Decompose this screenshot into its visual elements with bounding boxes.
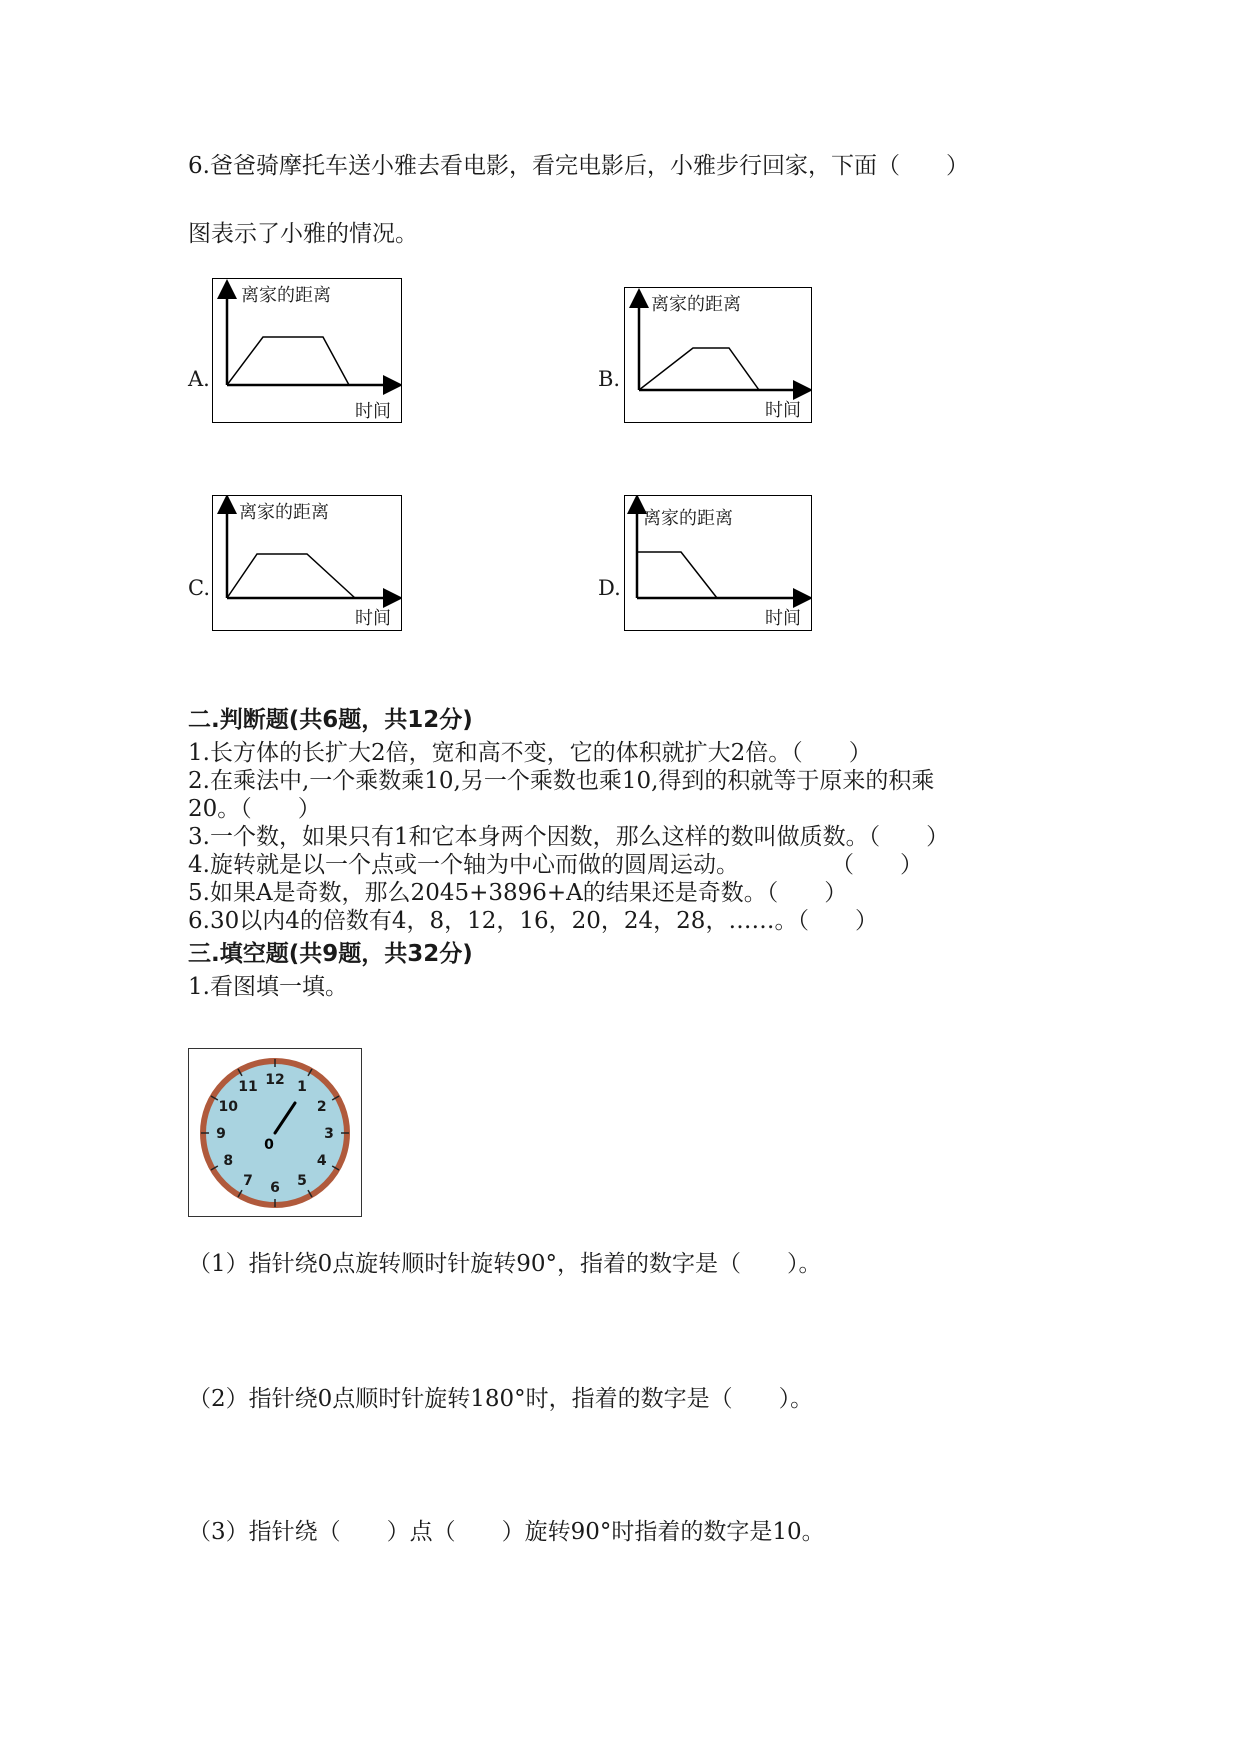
option-a-label: A.: [188, 367, 210, 391]
clock-number: 3: [324, 1126, 334, 1142]
option-b-y-axis-label: 离家的距离: [651, 294, 741, 315]
option-b-label: B.: [598, 367, 621, 391]
section-2-title: 二.判断题(共6题，共12分): [188, 707, 473, 733]
option-d-graph: [624, 495, 812, 631]
option-d-label: D.: [598, 576, 621, 600]
judgment-item-1: 1.长方体的长扩大2倍，宽和高不变，它的体积就扩大2倍。（ ）: [188, 740, 872, 766]
clock-number: 11: [238, 1079, 258, 1096]
clock-number: 12: [265, 1072, 285, 1088]
question-6-line1: 6.爸爸骑摩托车送小雅去看电影，看完电影后，小雅步行回家，下面（ ）: [188, 153, 969, 179]
question-6-line2: 图表示了小雅的情况。: [188, 221, 418, 247]
option-a-graph: [212, 278, 402, 423]
clock-number: 7: [243, 1172, 253, 1189]
fill-question-1: 1.看图填一填。: [188, 974, 348, 1000]
clock-number: 6: [270, 1180, 280, 1196]
judgment-item-4: 4.旋转就是以一个点或一个轴为中心而做的圆周运动。 （ ）: [188, 852, 923, 878]
judgment-item-5: 5.如果A是奇数，那么2045+3896+A的结果还是奇数。（ ）: [188, 880, 848, 906]
option-a-y-axis-label: 离家的距离: [241, 285, 331, 306]
clock-number: 10: [218, 1099, 238, 1115]
clock-number: 9: [216, 1126, 226, 1142]
clock-number: 4: [316, 1153, 327, 1169]
judgment-item-6: 6.30以内4的倍数有4，8，12，16，20，24，28，……。（ ）: [188, 908, 878, 934]
option-a-x-axis-label: 时间: [355, 401, 391, 422]
judgment-item-2: 2.在乘法中,一个乘数乘10,另一个乘数也乘10,得到的积就等于原来的积乘: [188, 768, 935, 794]
fill-sub-1: （1）指针绕0点旋转顺时针旋转90°，指着的数字是（ ）。: [188, 1251, 822, 1277]
judgment-item-3: 3.一个数，如果只有1和它本身两个因数，那么这样的数叫做质数。（ ）: [188, 824, 950, 850]
clock-number: 1: [297, 1079, 307, 1096]
clock-number: 2: [316, 1099, 327, 1115]
option-b-x-axis-label: 时间: [765, 400, 801, 421]
option-b-graph: [624, 287, 812, 423]
option-c-label: C.: [188, 576, 210, 600]
section-3-title: 三.填空题(共9题，共32分): [188, 941, 473, 967]
option-c-graph: [212, 495, 402, 631]
option-d-x-axis-label: 时间: [765, 608, 801, 629]
clock-figure: [188, 1048, 362, 1217]
option-d-y-axis-label: 离家的距离: [643, 508, 733, 529]
clock-number: 5: [297, 1172, 307, 1189]
clock-number: 8: [223, 1153, 234, 1169]
fill-sub-3: （3）指针绕（ ）点（ ）旋转90°时指着的数字是10。: [188, 1519, 825, 1545]
fill-sub-2: （2）指针绕0点顺时针旋转180°时，指着的数字是（ ）。: [188, 1386, 814, 1412]
judgment-item-2-cont: 20。（ ）: [188, 796, 321, 822]
clock-center-label: 0: [264, 1137, 274, 1153]
option-c-x-axis-label: 时间: [355, 608, 391, 629]
option-c-y-axis-label: 离家的距离: [239, 502, 329, 523]
clock-svg: [189, 1049, 361, 1216]
